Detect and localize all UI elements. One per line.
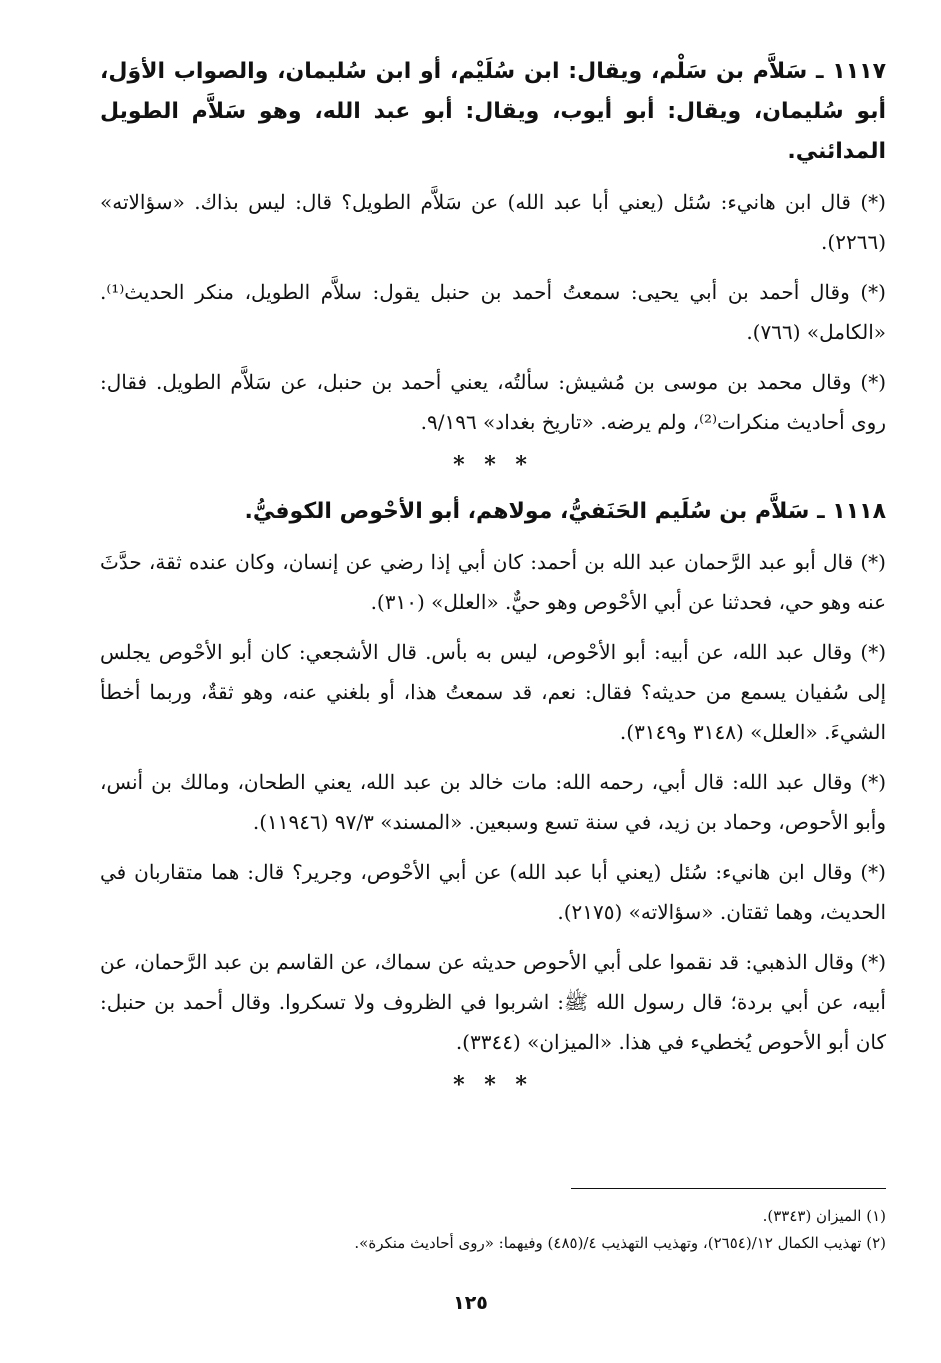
entry-1118-paragraph: (*) قال أبو عبد الرَّحمان عبد الله بن أحمد: كان أبي إذا رضي عن إنسان، وكان عنده ثقة، حدَّثَ عنه وهو حي، فحدثنا عن أبي الأحْوص وهو حيٌّ. «العلل» (٣١٠). [100, 550, 886, 614]
footnote-1: (١) الميزان (٣٣٤٣). [762, 1207, 886, 1225]
footnote-divider [571, 1188, 886, 1189]
entry-1117-paragraph: (*) وقال محمد بن موسى بن مُشيش: سألتُه، يعني أحمد بن حنبل، عن سَلاَّم الطويل. فقال: روى أحاديث منكرات⁽²⁾، ولم يرضه. «تاريخ بغداد» ٩/١٩٦. [100, 370, 886, 434]
entry-1117-heading: ١١١٧ ـ سَلاَّم بن سَلْم، ويقال: ابن سُلَيْم، أو ابن سُليمان، والصواب الأوَل، أبو سُليمان، ويقال: أبو أيوب، ويقال: أبو عبد الله، وهو سَلاَّم الطويل المدائني. [100, 59, 886, 164]
section-separator: * * * [453, 1072, 533, 1098]
entry-1117-paragraph: (*) وقال أحمد بن أبي يحيى: سمعتُ أحمد بن حنبل يقول: سلاَّم الطويل، منكر الحديث⁽¹⁾. «الكامل» (٧٦٦). [100, 280, 886, 344]
footnote-2: (٢) تهذيب الكمال ١٢/(٢٦٥٤)، وتهذيب التهذيب ٤/(٤٨٥) وفيهما: «روى أحاديث منكرة». [354, 1234, 886, 1252]
entry-1117-paragraph: (*) قال ابن هانيء: سُئل (يعني أبا عبد الله) عن سَلاَّم الطويل؟ قال: ليس بذاك. «سؤالاته» (٢٢٦٦). [100, 190, 886, 254]
entry-1118-heading: ١١١٨ ـ سَلاَّم بن سُلَيم الحَنَفيُّ، مولاهم، أبو الأحْوص الكوفيُّ. [244, 499, 886, 524]
entry-1118-paragraph: (*) وقال ابن هانيء: سُئل (يعني أبا عبد الله) عن أبي الأحْوص، وجرير؟ قال: هما متقاربان في الحديث، وهما ثقتان. «سؤالاته» (٢١٧٥). [100, 860, 886, 924]
section-separator: * * * [453, 452, 533, 478]
page-number: ١٢٥ [453, 1292, 488, 1314]
footnotes [160, 1203, 886, 1257]
page-body [100, 52, 886, 1112]
entry-1118-paragraph: (*) وقال عبد الله، عن أبيه: أبو الأحْوص، ليس به بأس. قال الأشجعي: كان أبو الأحْوص يجلس إلى سُفيان يسمع من حديثه؟ فقال: نعم، قد سمعتُ هذا، أو بلغني عنه، وهو ثقةٌ، وربما أخطأ الشيءَ. «العلل» (٣١٤٨ و٣١٤٩). [100, 640, 886, 744]
entry-1118-paragraph: (*) وقال عبد الله: قال أبي، رحمه الله: مات خالد بن عبد الله، يعني الطحان، ومالك بن أنس، وأبو الأحوص، وحماد بن زيد، في سنة تسع وسبعين. «المسند» ٩٧/٣ (١١٩٤٦). [100, 770, 886, 834]
entry-1118-paragraph: (*) وقال الذهبي: قد نقموا على أبي الأحوص حديثه عن سماك، عن القاسم بن عبد الرَّحمان، عن أبيه، عن أبي بردة؛ قال رسول الله ﷺ: اشربوا في الظروف ولا تسكروا. وقال أحمد بن حنبل: كان أبو الأحوص يُخطيء في هذا. «الميزان» (٣٣٤٤). [100, 950, 886, 1054]
